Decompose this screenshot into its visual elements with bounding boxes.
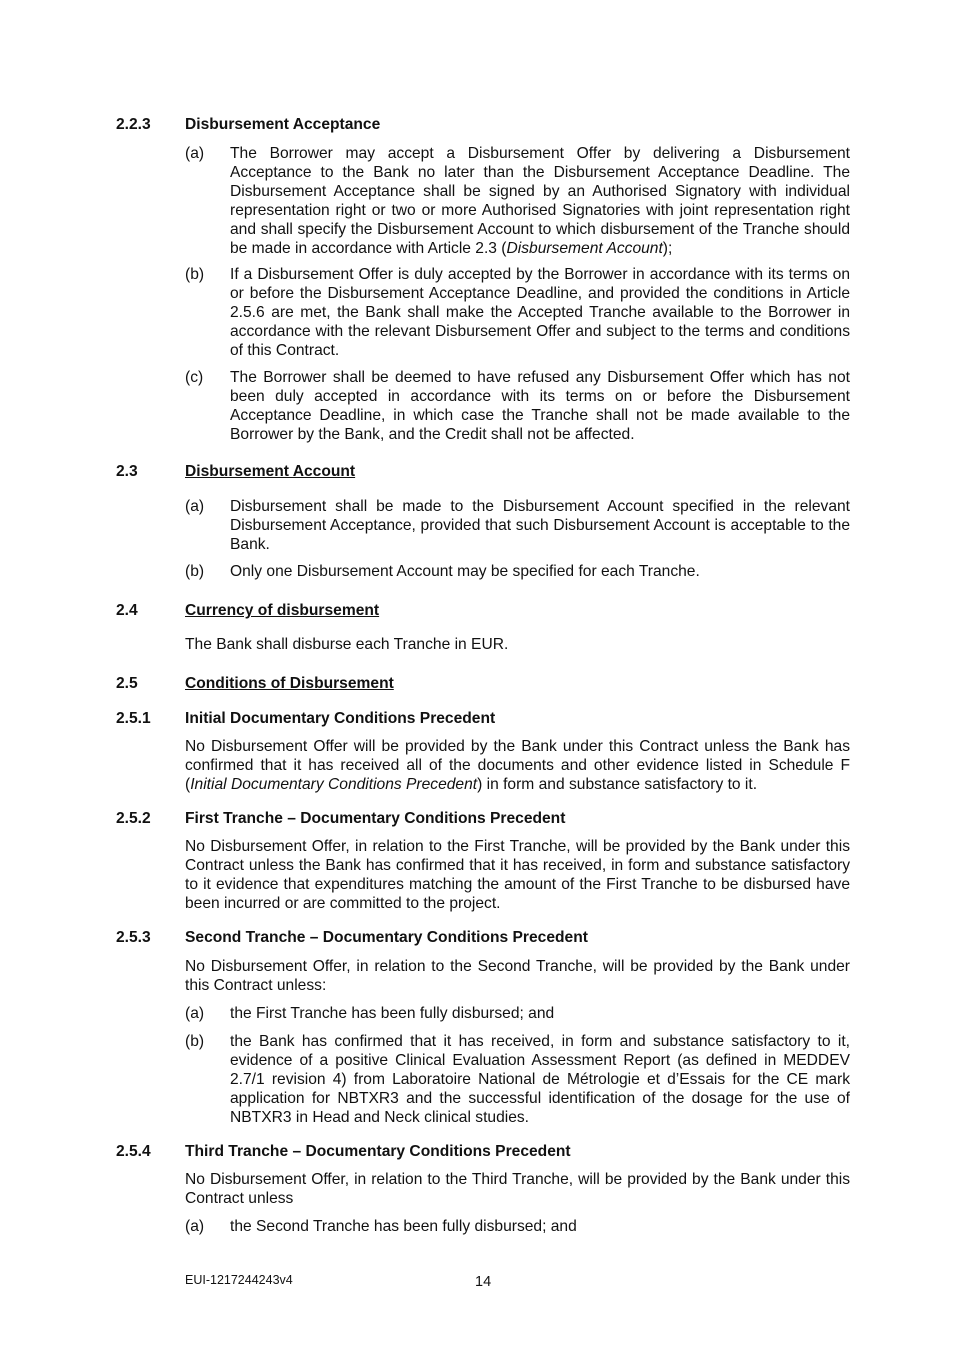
section-number: 2.4 [116, 602, 138, 619]
section-heading: Conditions of Disbursement [185, 675, 394, 692]
paragraph: The Bank shall disburse each Tranche in EUR. [185, 636, 509, 653]
section-number: 2.5.1 [116, 710, 151, 727]
paragraph: No Disbursement Offer, in relation to the First Tranche, will be provided by the Bank under this Contract unless the Bank has confirmed that it has received, in form and substance satisfactory to it evidence that expenditures matching the amount of the First Tranche to be disbursed have been incurred or are committed to the project. [185, 838, 850, 912]
item-text: Only one Disbursement Account may be specified for each Tranche. [230, 563, 700, 580]
item-text: The Borrower shall be deemed to have refused any Disbursement Offer which has not been duly accepted in accordance with its terms on or before the Disbursement Acceptance Deadline, in which case the Tranche shall not be made available to the Borrower by the Bank, and the Credit shall not be affected. [230, 369, 850, 443]
item-label: (a) [185, 1218, 205, 1235]
section-heading: Currency of disbursement [185, 602, 380, 619]
section-number: 2.2.3 [116, 116, 151, 133]
section-heading: Second Tranche – Documentary Conditions Precedent [185, 929, 588, 946]
section-heading: Third Tranche – Documentary Conditions Precedent [185, 1143, 571, 1160]
section-heading: First Tranche – Documentary Conditions Precedent [185, 810, 566, 827]
paragraph: No Disbursement Offer, in relation to the Second Tranche, will be provided by the Bank under this Contract unless: [185, 958, 850, 994]
paragraph: No Disbursement Offer, in relation to the Third Tranche, will be provided by the Bank under this Contract unless [185, 1171, 850, 1207]
section-heading: Disbursement Acceptance [185, 116, 381, 133]
item-text: the Second Tranche has been fully disbursed; and [230, 1218, 577, 1235]
page-number: 14 [475, 1274, 492, 1290]
item-text: The Borrower may accept a Disbursement Offer by delivering a Disbursement Acceptance to the Bank no later than the Disbursement Acceptance Deadline. The Disbursement Acceptance shall be signed by an Authorised Signatory with individual representation right or two or more Authorised Signatories with joint representation right and shall specify the Disbursement Account to which disbursement of the Tranche should be made in accordance with Article 2.3 (Disbursement Account); [230, 145, 850, 257]
section-number: 2.5.3 [116, 929, 151, 946]
item-label: (a) [185, 498, 205, 515]
paragraph: No Disbursement Offer will be provided by the Bank under this Contract unless the Bank has confirmed that it has received all of the documents and other evidence listed in Schedule F (Initial Documentary Conditions Precedent) in form and substance satisfactory to it. [185, 738, 850, 793]
item-text: If a Disbursement Offer is duly accepted by the Borrower in accordance with its terms on or before the Disbursement Acceptance Deadline, and provided the conditions in Article 2.5.6 are met, the Bank shall make the Accepted Tranche available to the Borrower in accordance with the relevant Disbursement Offer and subject to the terms and conditions of this Contract. [230, 266, 850, 359]
section-number: 2.3 [116, 463, 138, 480]
item-label: (a) [185, 145, 205, 162]
document-id: EUI-1217244243v4 [185, 1273, 293, 1287]
section-number: 2.5 [116, 675, 138, 692]
section-heading: Disbursement Account [185, 463, 356, 480]
section-heading: Initial Documentary Conditions Precedent [185, 710, 496, 727]
section-number: 2.5.2 [116, 810, 151, 827]
item-label: (b) [185, 266, 205, 283]
item-text: the Bank has confirmed that it has received, in form and substance satisfactory to it, evidence of a positive Clinical Evaluation Assessment Report (as defined in MEDDEV 2.7/1 revision 4) from Laboratoire National de Métrologie et d’Essais for the CE mark application for NBTXR3 and the successful identification of the dosage for the use of NBTXR3 in Head and Neck clinical studies. [230, 1033, 850, 1126]
section-number: 2.5.4 [116, 1143, 151, 1160]
item-label: (b) [185, 1033, 205, 1050]
item-label: (b) [185, 563, 205, 580]
item-text: the First Tranche has been fully disbursed; and [230, 1005, 555, 1022]
item-label: (a) [185, 1005, 205, 1022]
item-text: Disbursement shall be made to the Disbursement Account specified in the relevant Disbursement Acceptance, provided that such Disbursement Account is acceptable to the Bank. [230, 498, 850, 553]
item-label: (c) [185, 369, 204, 386]
